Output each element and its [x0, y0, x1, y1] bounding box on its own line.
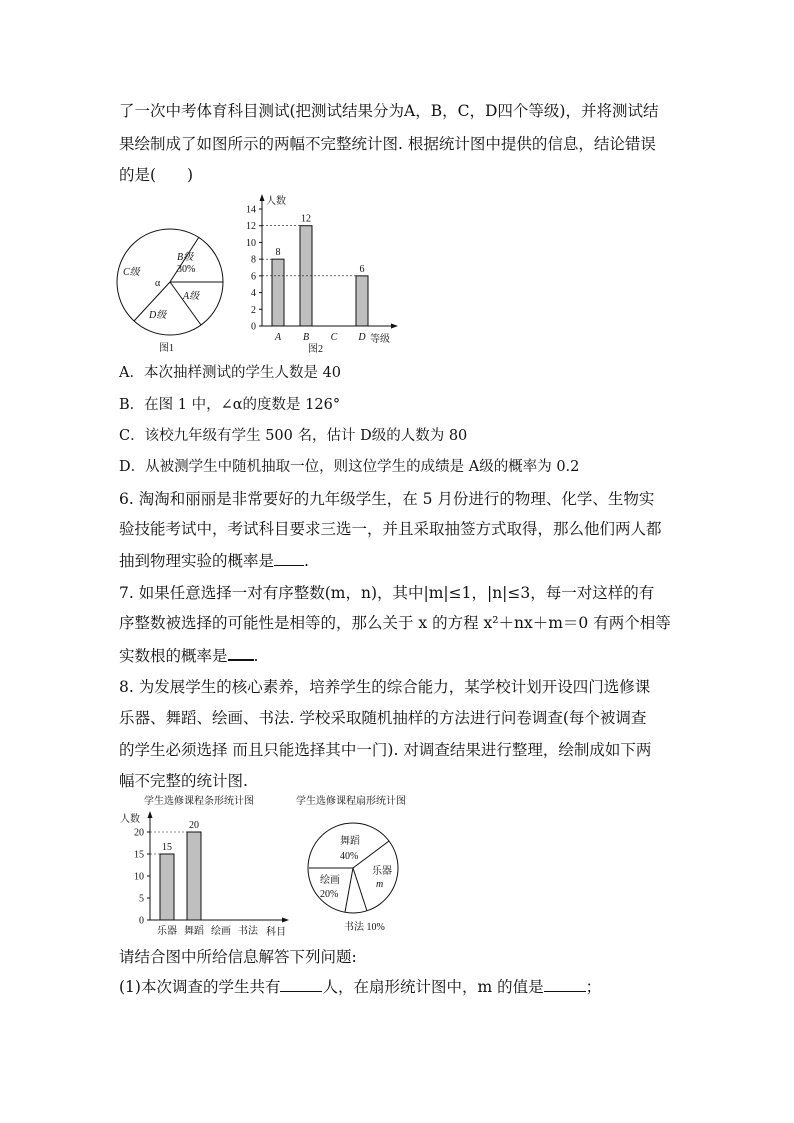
bar1-ylabel: 人数 — [266, 196, 286, 207]
bar1-ytick-label: 4 — [251, 288, 256, 300]
option-a: A．本次抽样测试的学生人数是 40 — [119, 365, 342, 381]
figure2-bar-chart — [118, 792, 298, 942]
bar2-category-label: 绘画 — [211, 926, 231, 937]
pie1-label-d: D级 — [149, 310, 167, 321]
pie2-label-calli: 书法 10% — [344, 922, 385, 933]
bar1-category-label: C — [330, 332, 338, 343]
bar2-ytick-label: 5 — [139, 893, 144, 905]
bar2-bar — [187, 832, 201, 920]
bar2-bar — [160, 854, 174, 920]
bar1-ytick-label: 2 — [251, 304, 256, 316]
bar2-ytick-label: 0 — [139, 915, 144, 927]
bar1-value-label: 12 — [301, 213, 311, 225]
bar1-category-label: A — [274, 332, 282, 343]
after-q1 — [119, 977, 601, 997]
q7-answer-blank[interactable] — [228, 645, 254, 661]
figure1-pie-chart — [115, 225, 225, 355]
q6-line-2: 验技能考试中，考试科目要求三选一，并且采取抽签方式取得，那么他们两人都 — [119, 520, 662, 538]
bar1-caption: 图2 — [308, 344, 323, 355]
bar2-xlabel: 科目 — [266, 927, 286, 938]
bar2-title: 学生选修课程条形统计图 — [144, 796, 254, 807]
intro-line-2: 果绘制成了如图所示的两幅不完整统计图. 根据统计图中提供的信息，结论错误 — [119, 135, 656, 153]
bar1-category-label: D — [358, 332, 366, 343]
bar2-category-label: 书法 — [238, 926, 258, 937]
bar2-x-arrow — [282, 918, 289, 923]
figure1-bar-chart — [230, 192, 410, 357]
pie2-label-dance: 舞蹈 — [340, 836, 360, 847]
after-line-1: 请结合图中所给信息解答下列问题: — [119, 948, 357, 966]
intro-line-1: 了一次中考体育科目测试(把测试结果分为A，B，C，D四个等级)，并将测试结 — [119, 102, 659, 120]
q7-line-1: 7. 如果任意选择一对有序整数(m，n)，其中|m|≤1，|n|≤3，每一对这样的有 — [119, 584, 655, 602]
bar1-ytick-label: 0 — [251, 321, 256, 333]
pie1-label-c: C级 — [123, 267, 140, 278]
figure2-pie-chart — [296, 792, 426, 937]
pie2-label-paint: 绘画 — [320, 875, 340, 886]
pie2-label-paint-pct: 20% — [320, 889, 339, 900]
bar1-ytick-label: 6 — [251, 271, 256, 283]
bar1-xlabel: 等级 — [370, 334, 390, 345]
q8-line-1: 8. 为发展学生的核心素养，培养学生的综合能力，某学校计划开设四门选修课 — [119, 678, 651, 696]
q7-line-3-end: . — [253, 647, 259, 665]
q6-line-3 — [119, 551, 309, 571]
bar1-bar-D — [356, 276, 368, 326]
pie1-label-alpha: α — [155, 278, 161, 289]
bar1-category-label: B — [302, 332, 310, 343]
q6-line-3-text: 抽到物理实验的概率是 — [119, 552, 275, 570]
pie2-label-dance-pct: 40% — [340, 851, 359, 862]
bar1-value-label: 6 — [359, 263, 365, 275]
option-b: B．在图 1 中，∠α的度数是 126° — [119, 397, 341, 413]
intro-line-3: 的是( ) — [119, 166, 194, 184]
bar2-category-label: 乐器 — [157, 926, 177, 937]
bar2-ytick-label: 15 — [134, 849, 144, 861]
pie2-title: 学生选修课程扇形统计图 — [296, 796, 406, 807]
pie1-label-b: B级 — [177, 252, 194, 263]
q6-line-3-end: . — [304, 552, 309, 570]
option-d: D．从被测学生中随机抽取一位，则这位学生的成绩是 A级的概率为 0.2 — [119, 459, 580, 475]
after-q1-text-a: (1)本次调查的学生共有 — [119, 978, 281, 996]
bar1-ytick-label: 10 — [246, 237, 256, 249]
q8-line-4: 幅不完整的统计图. — [119, 772, 248, 790]
q6-answer-blank[interactable] — [274, 551, 304, 566]
pie1-caption: 图1 — [159, 343, 174, 354]
pie1-divider-ad — [170, 282, 201, 325]
pie1-label-a: A级 — [183, 291, 200, 302]
bar1-ytick-label: 8 — [251, 254, 256, 266]
bar2-ytick-label: 10 — [134, 871, 144, 883]
bar1-y-arrow — [260, 194, 265, 201]
q8-line-2: 乐器、舞蹈、绘画、书法. 学校采取随机抽样的方法进行问卷调查(每个被调查 — [119, 709, 647, 727]
bar2-ytick-label: 20 — [134, 827, 144, 839]
q7-line-2: 序整数被选择的可能性是相等的，那么关于 x 的方程 x²＋nx＋m＝0 有两个相等 — [119, 614, 671, 632]
option-c: C．该校九年级有学生 500 名，估计 D级的人数为 80 — [119, 428, 468, 444]
bar2-value-label: 15 — [162, 842, 172, 853]
after-q1-text-b: 人，在扇形统计图中，m 的值是 — [322, 978, 544, 996]
q7-line-3-text: 实数根的概率是 — [119, 647, 228, 665]
q8-line-3: 的学生必须选择 而且只能选择其中一门). 对调查结果进行整理，绘制成如下两 — [119, 741, 652, 759]
pie2-label-music: 乐器 — [372, 866, 392, 877]
pie2-label-music-pct: m — [376, 879, 384, 890]
bar2-category-label: 舞蹈 — [184, 926, 204, 937]
bar2-ylabel: 人数 — [120, 814, 140, 825]
after-q1-text-c: ； — [585, 978, 602, 996]
bar1-x-arrow — [391, 324, 398, 329]
bar2-value-label: 20 — [189, 820, 199, 831]
q7-line-3 — [119, 645, 258, 666]
q1-blank-count[interactable] — [280, 977, 322, 992]
bar1-ytick-label: 14 — [246, 204, 256, 216]
pie2-divider-calli-music — [353, 868, 367, 911]
pie1-label-b-pct: 30% — [177, 264, 196, 275]
bar2-y-arrow — [148, 811, 153, 818]
bar1-bar-A — [272, 259, 284, 326]
bar1-value-label: 8 — [275, 247, 281, 259]
pie2-divider-paint-calli — [345, 868, 353, 912]
q6-line-1: 6. 淘淘和丽丽是非常要好的九年级学生，在 5 月份进行的物理、化学、生物实 — [119, 490, 655, 508]
bar1-ytick-label: 12 — [246, 221, 256, 233]
q1-blank-m[interactable] — [544, 977, 586, 992]
